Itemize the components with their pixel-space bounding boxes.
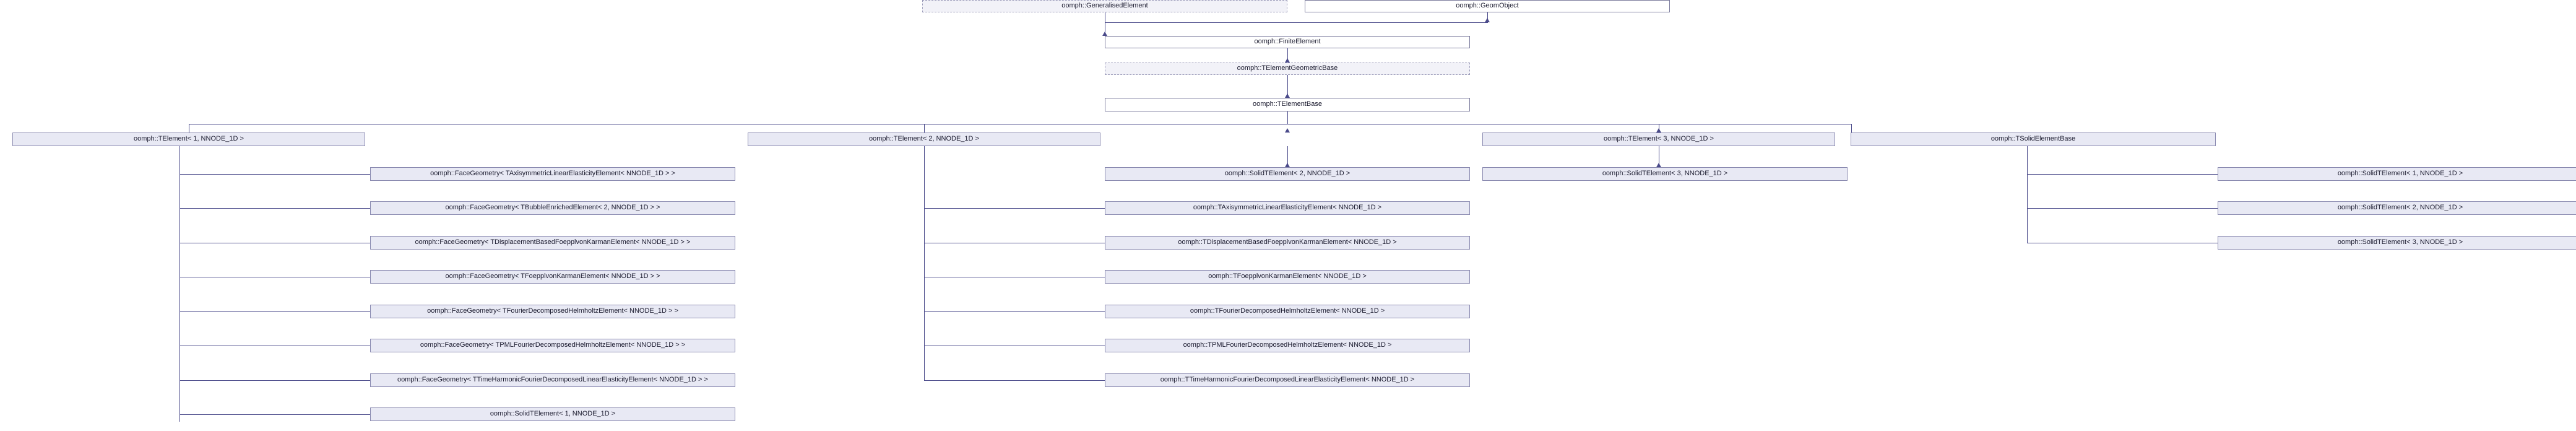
class-node[interactable]: oomph::GeomObject	[1305, 0, 1670, 12]
inheritance-arrow-icon	[1485, 18, 1490, 22]
connector-line	[924, 208, 1105, 209]
inheritance-arrow-icon	[1102, 32, 1107, 36]
class-node[interactable]: oomph::FiniteElement	[1105, 36, 1470, 48]
inheritance-arrow-icon	[1285, 163, 1290, 167]
connector-line	[2027, 208, 2218, 209]
connector-line	[1105, 22, 1488, 23]
class-node[interactable]: oomph::FaceGeometry< TDisplacementBasedFoepplvonKarmanElement< NNODE_1D > >	[370, 236, 735, 250]
inheritance-arrow-icon	[1285, 94, 1290, 98]
class-node[interactable]: oomph::SolidTElement< 1, NNODE_1D >	[2218, 167, 2576, 181]
class-node[interactable]: oomph::TFoepplvonKarmanElement< NNODE_1D >	[1105, 270, 1470, 284]
class-node[interactable]: oomph::TFourierDecomposedHelmholtzElement< NNODE_1D >	[1105, 305, 1470, 318]
class-node[interactable]: oomph::TSolidElementBase	[1851, 133, 2216, 146]
class-node[interactable]: oomph::TElementGeometricBase	[1105, 63, 1470, 75]
class-node[interactable]: oomph::FaceGeometry< TPMLFourierDecomposedHelmholtzElement< NNODE_1D > >	[370, 339, 735, 352]
class-node[interactable]: oomph::SolidTElement< 3, NNODE_1D >	[1482, 167, 1848, 181]
inheritance-arrow-icon	[1285, 128, 1290, 133]
class-node[interactable]: oomph::FaceGeometry< TFourierDecomposedHelmholtzElement< NNODE_1D > >	[370, 305, 735, 318]
class-node[interactable]: oomph::TTimeHarmonicFourierDecomposedLinearElasticityElement< NNODE_1D >	[1105, 373, 1470, 387]
connector-line	[924, 380, 1105, 381]
class-node[interactable]: oomph::SolidTElement< 1, NNODE_1D >	[370, 407, 735, 421]
class-node[interactable]: oomph::SolidTElement< 3, NNODE_1D >	[2218, 236, 2576, 250]
inheritance-arrow-icon	[1656, 128, 1661, 133]
connector-line	[179, 174, 370, 175]
connector-line	[2027, 174, 2218, 175]
class-node[interactable]: oomph::TAxisymmetricLinearElasticityElement< NNODE_1D >	[1105, 201, 1470, 215]
class-node[interactable]: oomph::FaceGeometry< TBubbleEnrichedElement< 2, NNODE_1D > >	[370, 201, 735, 215]
class-node[interactable]: oomph::TElement< 2, NNODE_1D >	[748, 133, 1100, 146]
class-node[interactable]: oomph::FaceGeometry< TAxisymmetricLinearElasticityElement< NNODE_1D > >	[370, 167, 735, 181]
class-node[interactable]: oomph::FaceGeometry< TFoepplvonKarmanElement< NNODE_1D > >	[370, 270, 735, 284]
connector-line	[179, 208, 370, 209]
connector-line	[924, 311, 1105, 312]
class-node[interactable]: oomph::TDisplacementBasedFoepplvonKarmanElement< NNODE_1D >	[1105, 236, 1470, 250]
class-node[interactable]: oomph::TElement< 1, NNODE_1D >	[12, 133, 365, 146]
class-node[interactable]: oomph::TElementBase	[1105, 98, 1470, 111]
inheritance-arrow-icon	[1285, 58, 1290, 63]
class-node[interactable]: oomph::FaceGeometry< TTimeHarmonicFourierDecomposedLinearElasticityElement< NNODE_1D > >	[370, 373, 735, 387]
connector-line	[179, 414, 370, 415]
class-node[interactable]: oomph::GeneralisedElement	[922, 0, 1287, 12]
inheritance-arrow-icon	[1656, 163, 1661, 167]
class-node[interactable]: oomph::TElement< 3, NNODE_1D >	[1482, 133, 1835, 146]
class-node[interactable]: oomph::SolidTElement< 2, NNODE_1D >	[1105, 167, 1470, 181]
connector-line	[1287, 111, 1288, 124]
connector-line	[1851, 124, 1852, 133]
connector-line	[179, 380, 370, 381]
connector-line	[2027, 146, 2028, 243]
connector-line	[179, 311, 370, 312]
connector-line	[924, 124, 925, 133]
class-node[interactable]: oomph::SolidTElement< 2, NNODE_1D >	[2218, 201, 2576, 215]
class-node[interactable]: oomph::TPMLFourierDecomposedHelmholtzElement< NNODE_1D >	[1105, 339, 1470, 352]
